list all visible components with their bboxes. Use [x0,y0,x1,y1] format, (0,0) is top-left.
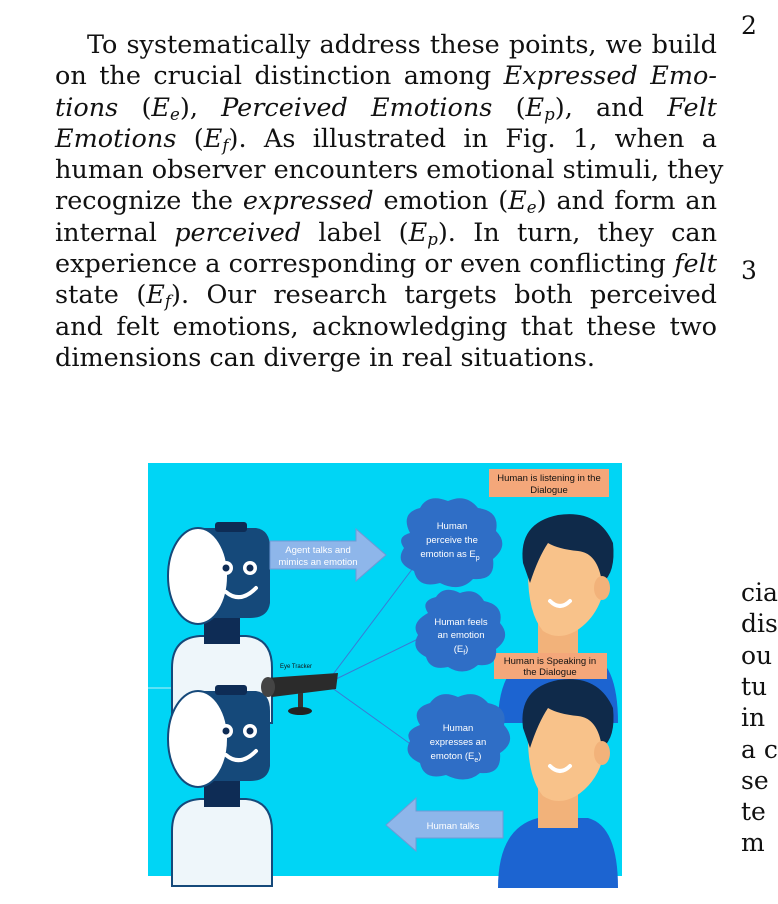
math-Ef: $E_f$ [146,280,172,312]
right-column-fragment: 2 [741,11,757,40]
math-Ee: $E_e$ [508,186,537,218]
svg-text:Human: Human [436,521,468,532]
label-listening [489,469,609,497]
svg-text:emotion as Ep: emotion as $E_p$ [420,549,480,562]
paragraph-line: dimensions can diverge in real situations. [55,342,595,373]
svg-text:Dialogue: Dialogue [530,485,568,496]
label-speaking [494,653,607,679]
right-column-line: m [741,828,765,858]
svg-text:mimics an emotion: mimics an emotion [278,557,358,568]
paragraph-line: human observer encounters emotional stimuli, they [55,155,724,186]
right-column-line: dis [741,609,778,639]
math-Ep: $E_p$ [408,217,438,249]
math-Ep: $E_p$ [525,92,555,124]
figure-1 [148,463,622,876]
svg-text:Human feels: Human feels [434,617,488,628]
svg-text:the Dialogue: the Dialogue [523,667,577,678]
svg-text:(Ef): $(E_f)$ [453,644,469,657]
right-column-line: in [741,703,766,733]
svg-text:emoton (Ee): emoton $(E_e)$ [430,751,482,764]
paragraph-line: tions $(E_e)$, Perceived Emotions $(E_p)$, and Felt [55,92,717,124]
right-column-line: ou [741,640,773,670]
math-Ef: $E_f$ [203,123,229,156]
paragraph-line: To systematically address these points, we build [87,30,717,60]
svg-text:Human is listening in the: Human is listening in the [497,473,601,484]
svg-text:Human: Human [442,723,474,734]
paragraph-line: on the crucial distinction among Expressed Emo- [55,61,717,92]
right-column-line: a c [741,734,778,764]
paragraph-line: state $(E_f)$. Our research targets both perceived [55,280,717,312]
right-column-fragment: 3 [741,256,757,285]
cloud-perceive [401,498,503,587]
svg-text:an emotion: an emotion [437,630,485,641]
svg-text:Agent talks and: Agent talks and [285,545,351,556]
right-column-line: te [741,797,766,827]
paragraph-line: recognize the expressed emotion $(E_e)$ and form an [55,186,717,218]
right-column-line: tu [741,671,768,701]
math-Ee: $E_e$ [151,92,180,124]
body-paragraph [55,30,724,374]
svg-text:Human talks: Human talks [426,821,480,832]
cloud-express [408,694,511,779]
svg-text:expresses an: expresses an [429,737,487,748]
paragraph-line: Emotions $(E_f)$. As illustrated in Fig. 1, when a [55,123,717,156]
paragraph-line: experience a corresponding or even conflicting felt [55,249,717,280]
paragraph-line: internal perceived label $(E_p)$. In turn, they can [55,217,718,249]
svg-text:perceive the: perceive the [426,535,478,546]
paragraph-line: and felt emotions, acknowledging that these two [55,311,717,342]
svg-text:Human is Speaking in: Human is Speaking in [503,656,597,667]
svg-text:Eye Tracker: Eye Tracker [280,664,313,670]
right-column-line: cia [741,578,778,607]
right-column-line: se [741,765,769,795]
